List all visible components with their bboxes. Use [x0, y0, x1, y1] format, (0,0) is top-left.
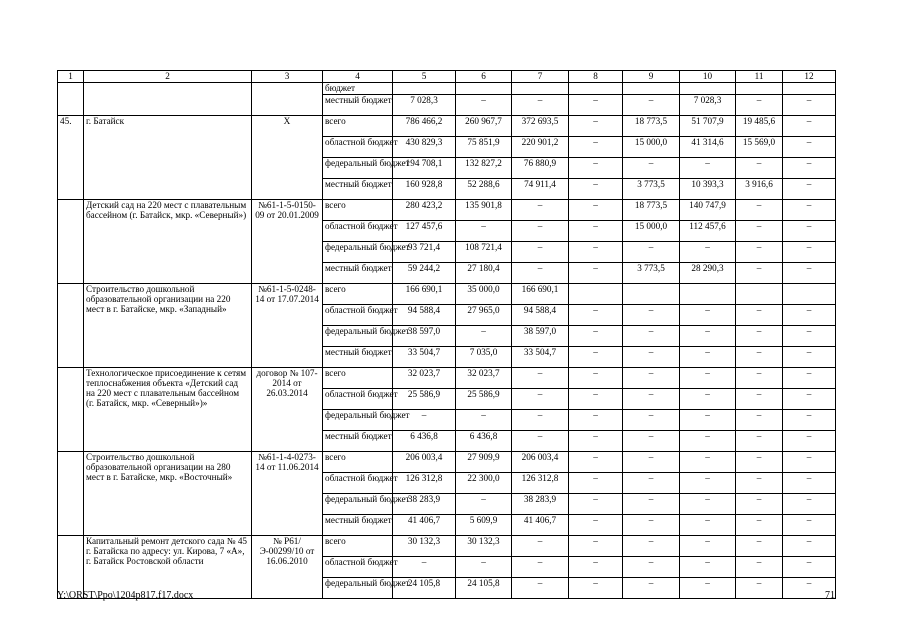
value-cell: – [783, 305, 836, 326]
value-cell: 5 609,9 [456, 515, 512, 536]
value-cell: – [569, 410, 623, 431]
value-cell: – [623, 494, 680, 515]
value-cell: – [569, 431, 623, 452]
value-cell: 15 000,0 [623, 137, 680, 158]
value-cell: 15 000,0 [623, 221, 680, 242]
column-header: 5 [393, 71, 456, 83]
value-cell: 52 288,6 [456, 179, 512, 200]
value-cell: 76 880,9 [512, 158, 569, 179]
column-header: 6 [456, 71, 512, 83]
value-cell: – [736, 515, 783, 536]
value-cell: 38 283,9 [393, 494, 456, 515]
value-cell: – [569, 536, 623, 557]
budget-type-cell: бюджет [323, 83, 393, 95]
value-cell: 372 693,5 [512, 116, 569, 137]
value-cell [456, 83, 512, 95]
value-cell: 135 901,8 [456, 200, 512, 221]
value-cell: 430 829,3 [393, 137, 456, 158]
value-cell: – [456, 494, 512, 515]
value-cell: 15 569,0 [736, 137, 783, 158]
value-cell [623, 83, 680, 95]
project-code: договор № 107-2014 от 26.03.2014 [252, 368, 323, 452]
value-cell: – [512, 200, 569, 221]
table-row [58, 368, 836, 389]
value-cell: – [569, 200, 623, 221]
value-cell: – [569, 263, 623, 284]
value-cell: – [783, 137, 836, 158]
budget-type-cell: всего [323, 536, 393, 557]
value-cell: – [783, 578, 836, 599]
value-cell: – [736, 326, 783, 347]
value-cell: – [569, 95, 623, 116]
value-cell: 7 035,0 [456, 347, 512, 368]
value-cell: – [569, 557, 623, 578]
value-cell: 32 023,7 [393, 368, 456, 389]
value-cell: – [623, 347, 680, 368]
table-row [58, 452, 836, 473]
value-cell [680, 83, 736, 95]
value-cell: – [783, 431, 836, 452]
project-name: Технологическое присоединение к сетям теплоснабжения объекта «Детский сад на 220 мест с плавательным бассейном (г. Батайск, мкр. «Северный»)» [84, 368, 252, 452]
value-cell: – [569, 326, 623, 347]
value-cell: – [736, 410, 783, 431]
project-name: Детский сад на 220 мест с плавательным бассейном (г. Батайск, мкр. «Северный») [84, 200, 252, 284]
budget-type-cell: федеральный бюджет [323, 410, 393, 431]
value-cell: – [783, 473, 836, 494]
value-cell: 10 393,3 [680, 179, 736, 200]
value-cell: 19 485,6 [736, 116, 783, 137]
value-cell: 41 314,6 [680, 137, 736, 158]
value-cell: – [736, 158, 783, 179]
value-cell: – [512, 557, 569, 578]
value-cell: – [512, 221, 569, 242]
value-cell [783, 284, 836, 305]
value-cell: – [783, 326, 836, 347]
value-cell: – [783, 536, 836, 557]
value-cell: – [456, 557, 512, 578]
value-cell: – [680, 368, 736, 389]
value-cell: – [680, 410, 736, 431]
column-header: 8 [569, 71, 623, 83]
value-cell: 206 003,4 [512, 452, 569, 473]
city-code: Х [252, 116, 323, 200]
value-cell: – [623, 389, 680, 410]
budget-type-cell: областной бюджет [323, 473, 393, 494]
value-cell: 74 911,4 [512, 179, 569, 200]
value-cell: – [512, 95, 569, 116]
table-row [58, 200, 836, 221]
value-cell: 18 773,5 [623, 200, 680, 221]
value-cell: – [680, 536, 736, 557]
value-cell: – [736, 347, 783, 368]
value-cell: – [783, 452, 836, 473]
value-cell: – [680, 242, 736, 263]
value-cell: – [569, 473, 623, 494]
budget-type-cell: местный бюджет [323, 431, 393, 452]
value-cell: 94 588,4 [393, 305, 456, 326]
value-cell: 38 283,9 [512, 494, 569, 515]
value-cell: – [569, 389, 623, 410]
project-code: №61-1-5-0248-14 от 17.07.2014 [252, 284, 323, 368]
value-cell: 166 690,1 [393, 284, 456, 305]
value-cell: – [512, 578, 569, 599]
value-cell: 206 003,4 [393, 452, 456, 473]
value-cell: 260 967,7 [456, 116, 512, 137]
value-cell: 126 312,8 [393, 473, 456, 494]
budget-type-cell: местный бюджет [323, 179, 393, 200]
value-cell: – [783, 557, 836, 578]
value-cell: – [569, 305, 623, 326]
value-cell [736, 83, 783, 95]
value-cell: 7 028,3 [680, 95, 736, 116]
value-cell [512, 83, 569, 95]
value-cell: 30 132,3 [456, 536, 512, 557]
value-cell: – [736, 473, 783, 494]
value-cell: – [736, 263, 783, 284]
value-cell: 22 300,0 [456, 473, 512, 494]
value-cell: – [783, 200, 836, 221]
value-cell: 38 597,0 [393, 326, 456, 347]
table-row [58, 83, 836, 95]
value-cell [393, 83, 456, 95]
value-cell: – [680, 389, 736, 410]
value-cell: – [736, 200, 783, 221]
value-cell: 140 747,9 [680, 200, 736, 221]
value-cell: – [783, 494, 836, 515]
num-cell [58, 452, 84, 536]
value-cell: – [736, 536, 783, 557]
value-cell: – [736, 494, 783, 515]
value-cell: – [783, 389, 836, 410]
project-code: №61-1-5-0150-09 от 20.01.2009 [252, 200, 323, 284]
value-cell: – [680, 515, 736, 536]
value-cell: – [569, 221, 623, 242]
column-header: 3 [252, 71, 323, 83]
value-cell: 30 132,3 [393, 536, 456, 557]
budget-type-cell: федеральный бюджет [323, 326, 393, 347]
footer-page-number: 71 [825, 590, 835, 601]
budget-type-cell: областной бюджет [323, 221, 393, 242]
project-name: Строительство дошкольной образовательной организации на 280 мест в г. Батайске, мкр. «Восточный» [84, 452, 252, 536]
value-cell: – [736, 305, 783, 326]
value-cell: 28 290,3 [680, 263, 736, 284]
value-cell: – [783, 515, 836, 536]
value-cell: 24 105,8 [393, 578, 456, 599]
value-cell: – [623, 473, 680, 494]
value-cell: – [569, 116, 623, 137]
value-cell: – [569, 515, 623, 536]
value-cell: 27 180,4 [456, 263, 512, 284]
column-header: 4 [323, 71, 393, 83]
value-cell: 127 457,6 [393, 221, 456, 242]
budget-type-cell: федеральный бюджет [323, 242, 393, 263]
value-cell: – [680, 494, 736, 515]
value-cell: – [623, 431, 680, 452]
value-cell: – [783, 116, 836, 137]
value-cell: – [680, 431, 736, 452]
value-cell: 3 773,5 [623, 263, 680, 284]
value-cell: – [680, 452, 736, 473]
value-cell: 25 586,9 [456, 389, 512, 410]
budget-type-cell: местный бюджет [323, 347, 393, 368]
value-cell: – [512, 242, 569, 263]
value-cell: – [569, 452, 623, 473]
value-cell: 33 504,7 [512, 347, 569, 368]
value-cell: – [512, 410, 569, 431]
value-cell: – [680, 158, 736, 179]
value-cell: – [623, 305, 680, 326]
value-cell: 3 916,6 [736, 179, 783, 200]
value-cell: 27 909,9 [456, 452, 512, 473]
value-cell [783, 83, 836, 95]
value-cell: – [456, 221, 512, 242]
row-number: 45. [58, 116, 84, 200]
column-header: 7 [512, 71, 569, 83]
value-cell: 32 023,7 [456, 368, 512, 389]
value-cell: 160 928,8 [393, 179, 456, 200]
budget-type-cell: областной бюджет [323, 389, 393, 410]
budget-type-cell: местный бюджет [323, 515, 393, 536]
value-cell: – [623, 242, 680, 263]
value-cell: – [569, 368, 623, 389]
footer-file-path: Y:\ORST\Ppo\1204p817.f17.docx [57, 590, 194, 601]
value-cell: – [569, 242, 623, 263]
value-cell: 35 000,0 [456, 284, 512, 305]
value-cell: – [512, 389, 569, 410]
value-cell: 94 588,4 [512, 305, 569, 326]
value-cell: 112 457,6 [680, 221, 736, 242]
value-cell: – [512, 536, 569, 557]
header-row [58, 71, 836, 83]
value-cell: – [783, 263, 836, 284]
num-cell [58, 368, 84, 452]
value-cell: – [569, 137, 623, 158]
value-cell: 280 423,2 [393, 200, 456, 221]
value-cell: – [512, 263, 569, 284]
value-cell: – [569, 347, 623, 368]
value-cell: – [623, 536, 680, 557]
value-cell: – [569, 158, 623, 179]
value-cell: – [680, 326, 736, 347]
budget-type-cell: всего [323, 452, 393, 473]
value-cell: – [783, 242, 836, 263]
value-cell: – [623, 95, 680, 116]
value-cell [736, 284, 783, 305]
budget-type-cell: всего [323, 116, 393, 137]
table-row [58, 284, 836, 305]
value-cell: – [569, 179, 623, 200]
value-cell: – [736, 452, 783, 473]
value-cell [569, 284, 623, 305]
value-cell: – [393, 410, 456, 431]
column-header: 11 [736, 71, 783, 83]
column-header: 1 [58, 71, 84, 83]
value-cell: 220 901,2 [512, 137, 569, 158]
value-cell: 3 773,5 [623, 179, 680, 200]
project-name: Строительство дошкольной образовательной организации на 220 мест в г. Батайске, мкр. «Западный» [84, 284, 252, 368]
code-cell [252, 83, 323, 116]
value-cell: – [623, 158, 680, 179]
value-cell: 6 436,8 [456, 431, 512, 452]
value-cell: 41 406,7 [512, 515, 569, 536]
num-cell [58, 83, 84, 116]
budget-type-cell: местный бюджет [323, 95, 393, 116]
value-cell: 41 406,7 [393, 515, 456, 536]
value-cell: – [736, 368, 783, 389]
value-cell: 194 708,1 [393, 158, 456, 179]
value-cell: 27 965,0 [456, 305, 512, 326]
project-code: №61-1-4-0273-14 от 11.06.2014 [252, 452, 323, 536]
value-cell: – [736, 431, 783, 452]
value-cell: – [680, 305, 736, 326]
value-cell: – [783, 221, 836, 242]
value-cell: 51 707,9 [680, 116, 736, 137]
value-cell: – [783, 410, 836, 431]
value-cell: – [512, 368, 569, 389]
num-cell [58, 284, 84, 368]
budget-type-cell: всего [323, 200, 393, 221]
value-cell: – [623, 452, 680, 473]
budget-type-cell: областной бюджет [323, 137, 393, 158]
project-name: Капитальный ремонт детского сада № 45 г. Батайска по адресу: ул. Кирова, 7 «А», г. Батайск Ростовской области [84, 536, 252, 599]
table-row [58, 536, 836, 557]
value-cell: 786 466,2 [393, 116, 456, 137]
budget-type-cell: федеральный бюджет [323, 158, 393, 179]
value-cell: – [623, 578, 680, 599]
value-cell: – [623, 326, 680, 347]
value-cell: – [783, 179, 836, 200]
value-cell: 75 851,9 [456, 137, 512, 158]
budget-type-cell: всего [323, 284, 393, 305]
value-cell: – [736, 221, 783, 242]
value-cell [680, 284, 736, 305]
value-cell: – [569, 494, 623, 515]
budget-type-cell: областной бюджет [323, 557, 393, 578]
value-cell: – [456, 326, 512, 347]
budget-type-cell: федеральный бюджет [323, 578, 393, 599]
value-cell: 24 105,8 [456, 578, 512, 599]
value-cell: 38 597,0 [512, 326, 569, 347]
value-cell: – [736, 95, 783, 116]
value-cell: – [623, 368, 680, 389]
budget-table [57, 70, 836, 599]
value-cell [623, 284, 680, 305]
value-cell: 18 773,5 [623, 116, 680, 137]
value-cell: – [623, 557, 680, 578]
value-cell: – [393, 557, 456, 578]
column-header: 12 [783, 71, 836, 83]
value-cell: 33 504,7 [393, 347, 456, 368]
value-cell: – [623, 515, 680, 536]
budget-type-cell: местный бюджет [323, 263, 393, 284]
value-cell: – [783, 158, 836, 179]
table-row [58, 116, 836, 137]
budget-type-cell: областной бюджет [323, 305, 393, 326]
value-cell: 59 244,2 [393, 263, 456, 284]
value-cell: – [456, 95, 512, 116]
column-header: 9 [623, 71, 680, 83]
column-header: 10 [680, 71, 736, 83]
num-cell [58, 200, 84, 284]
value-cell: – [680, 578, 736, 599]
value-cell: 132 827,2 [456, 158, 512, 179]
budget-type-cell: всего [323, 368, 393, 389]
value-cell: – [569, 578, 623, 599]
value-cell [569, 83, 623, 95]
value-cell: 126 312,8 [512, 473, 569, 494]
value-cell: – [680, 473, 736, 494]
value-cell: – [783, 95, 836, 116]
value-cell: 166 690,1 [512, 284, 569, 305]
value-cell: 108 721,4 [456, 242, 512, 263]
value-cell: 25 586,9 [393, 389, 456, 410]
value-cell: – [783, 347, 836, 368]
budget-type-cell: федеральный бюджет [323, 494, 393, 515]
value-cell: – [456, 410, 512, 431]
city-name: г. Батайск [84, 116, 252, 200]
value-cell: – [512, 431, 569, 452]
value-cell: – [736, 389, 783, 410]
column-header: 2 [84, 71, 252, 83]
value-cell: 6 436,8 [393, 431, 456, 452]
value-cell: – [680, 347, 736, 368]
name-cell [84, 83, 252, 116]
value-cell: – [623, 410, 680, 431]
value-cell: 93 721,4 [393, 242, 456, 263]
project-code: № Р61/Э-00299/10 от 16.06.2010 [252, 536, 323, 599]
value-cell: – [783, 368, 836, 389]
value-cell: – [736, 242, 783, 263]
value-cell: 7 028,3 [393, 95, 456, 116]
value-cell: – [736, 578, 783, 599]
value-cell: – [736, 557, 783, 578]
value-cell: – [680, 557, 736, 578]
